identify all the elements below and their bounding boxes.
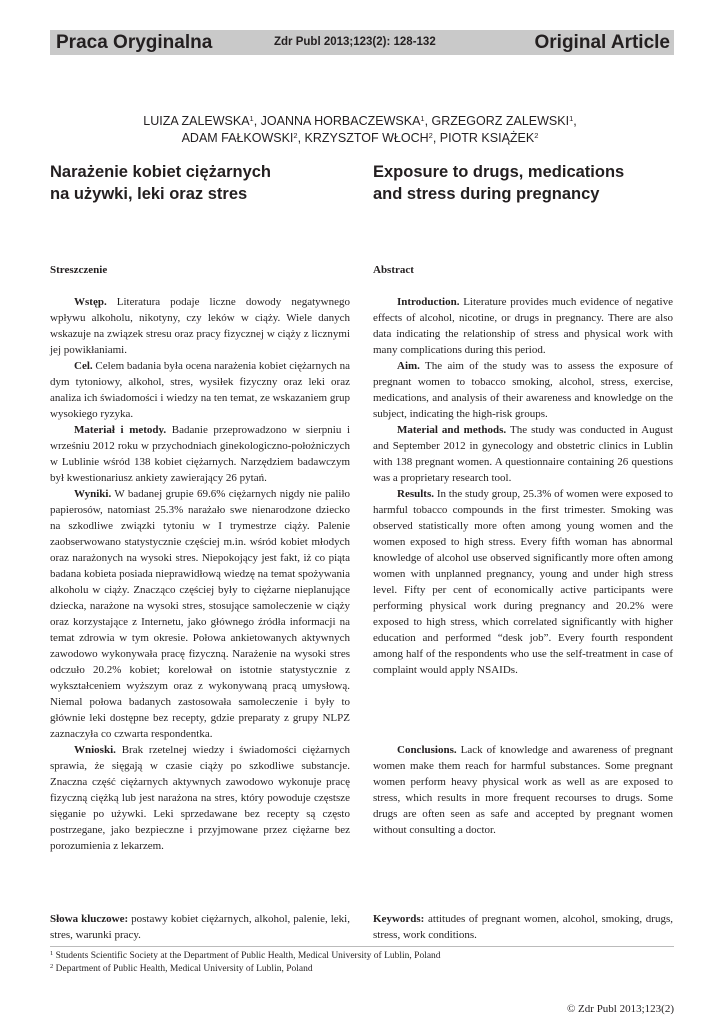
label-introduction: Introduction. bbox=[397, 296, 460, 308]
text-aim: The aim of the study was to assess the exposure of pregnant women to tobacco smoking, alcohol, stress, exercise, medications, and analysis of their awareness and knowledge on the subject, indicating the high-risk groups. bbox=[373, 360, 673, 420]
footnote-text: Students Scientific Society at the Department of Public Health, Medical University of Lublin, Poland bbox=[55, 951, 441, 961]
author-name: ADAM FAŁKOWSKI bbox=[181, 131, 294, 145]
abstract-heading: Abstract bbox=[373, 264, 414, 276]
author-name: KRZYSZTOF WŁOCH bbox=[304, 131, 429, 145]
paragraph-conclusions bbox=[373, 742, 673, 838]
title-english bbox=[373, 161, 673, 205]
streszczenie-conclusions bbox=[50, 742, 350, 854]
paragraph-introduction bbox=[373, 294, 673, 358]
label-aim: Aim. bbox=[397, 360, 420, 372]
paragraph-cel bbox=[50, 358, 350, 422]
paragraph-results bbox=[373, 486, 673, 678]
streszczenie-heading-block bbox=[50, 262, 350, 278]
author-name: JOANNA HORBACZEWSKA bbox=[260, 114, 421, 128]
journal-header-bar bbox=[50, 30, 674, 55]
paragraph-wstep bbox=[50, 294, 350, 358]
footnote-mark: 2 bbox=[50, 963, 54, 970]
author-line-2 bbox=[60, 129, 660, 147]
text-introduction: Literature provides much evidence of negative effects of alcohol, nicotine, or drugs in pregnancy. There are also data indicating the relationship of stress and physical work with many complications during this period. bbox=[373, 296, 673, 356]
title-polish-line: na używki, leki oraz stres bbox=[50, 185, 248, 203]
footnote-1 bbox=[50, 950, 674, 963]
author-affiliation-mark: 2 bbox=[534, 131, 539, 140]
footnote-2 bbox=[50, 963, 674, 976]
title-polish-line: Narażenie kobiet ciężarnych bbox=[50, 163, 272, 181]
keywords-polish-label: Słowa kluczowe: bbox=[50, 913, 129, 925]
keywords-english-label: Keywords: bbox=[373, 913, 425, 925]
author-name: GRZEGORZ ZALEWSKI bbox=[431, 114, 570, 128]
author-separator: , bbox=[432, 131, 440, 145]
paragraph-wyniki bbox=[50, 486, 350, 742]
author-affiliation-mark: 2 bbox=[293, 131, 298, 140]
keywords-english-text: attitudes of pregnant women, alcohol, smoking, drugs, stress, work conditions. bbox=[373, 913, 674, 941]
title-english-line: Exposure to drugs, medications bbox=[373, 163, 625, 181]
text-wyniki: W badanej grupie 69.6% ciężarnych nigdy nie paliło papierosów, natomiast 25.3% narażało swe nienarodzone dziecko na szkodliwe związki tytoniu w I trymestrze ciąży. Palenie zaobserwowano statystycznie częściej m.in. wśród kobiet młodych oraz narażonych na wysoki stres. Niepokojący jest fakt, iż co piąta badana kobieta posiada nieprawidłową wiedzę na temat spożywania alkoholu w ciąży. Znacząco częściej były to ciężarne nieplanujące dziecka, narażone na wysoki stres, stosujące samoleczenie w ciąży oraz korzystające z Internetu, jako głównego źródła informacji na temat zdrowia w tym okresie. Połowa ankietowanych aktywnych zawodowo wykonywała pracę fizyczną. Narażenie na wysoki stres odczuło 20.2% kobiet; korelował on istotnie statystycznie z wykształceniem wyższym oraz z wykonywaną pracą umysłową. Niemal połowa badanych zastosowała samoleczenie i były to głównie leki dostępne bez recepty, gdzie preparaty z grupy NLPZ zaznaczyła co czwarta respondentka. bbox=[50, 488, 350, 740]
label-conclusions: Conclusions. bbox=[397, 744, 457, 756]
paragraph-wnioski bbox=[50, 742, 350, 854]
label-cel: Cel. bbox=[74, 360, 93, 372]
paragraph-aim bbox=[373, 358, 673, 422]
paragraph-metody bbox=[50, 422, 350, 486]
author-name: PIOTR KSIĄŻEK bbox=[439, 131, 535, 145]
author-name: LUIZA ZALEWSKA bbox=[143, 114, 250, 128]
journal-citation bbox=[274, 35, 436, 50]
author-separator: , bbox=[253, 114, 261, 128]
footnote-text: Department of Public Health, Medical University of Lublin, Poland bbox=[55, 964, 313, 974]
label-wyniki: Wyniki. bbox=[74, 488, 112, 500]
abstract-heading-block bbox=[373, 262, 673, 278]
author-separator: , bbox=[297, 131, 305, 145]
text-methods: The study was conducted in August and September 2012 in gynecology and obstetric clinics in Lublin with 138 pregnant women. A questionnaire containing 26 questions was a proprietary research tool. bbox=[373, 424, 673, 484]
copyright-notice: © Zdr Publ 2013;123(2) bbox=[566, 1003, 674, 1015]
author-affiliation-mark: 2 bbox=[428, 131, 433, 140]
author-affiliation-mark: 1 bbox=[420, 114, 425, 123]
text-conclusions: Lack of knowledge and awareness of pregnant women make them reach for harmful substances. Some pregnant women perform heavy physical work as well as are exposed to stress, which results in more frequent recourses to drugs. Some drugs are often seen as safe and accepted by pregnant women without consulting a doctor. bbox=[373, 744, 674, 836]
label-wnioski: Wnioski. bbox=[74, 744, 116, 756]
author-affiliation-mark: 1 bbox=[569, 114, 574, 123]
citation-text: Zdr Publ 2013;123(2): bbox=[274, 36, 394, 48]
label-methods: Material and methods. bbox=[397, 424, 507, 436]
paragraph-methods bbox=[373, 422, 673, 486]
label-metody: Materiał i metody. bbox=[74, 424, 167, 436]
text-wnioski: Brak rzetelnej wiedzy i świadomości ciężarnych sprawia, że sięgają w czasie ciąży po szkodliwe substancje. Znaczna część ciężarnych aktywnych zawodowo wykonuje pracę fizyczną ciężką lub jest narażona na stres, który powoduje częstsze sięganie po używki. Leki sprzedawane bez recepty są często postrzegane, jako bezpieczne i przyjmowane przez ciężarne bez porozumienia z lekarzem. bbox=[50, 744, 350, 852]
abstract-body bbox=[373, 294, 673, 678]
section-label-english: Original Article bbox=[534, 32, 670, 53]
text-metody: Badanie przeprowadzono w sierpniu i wrześniu 2012 roku w przychodniach ginekologiczno-położniczych w Lublinie wśród 138 kobiet ciężarnych. Narzędziem badawczym był kwestionariusz ankiety zawierający 26 pytań. bbox=[50, 424, 350, 484]
streszczenie-body bbox=[50, 294, 350, 742]
author-affiliation-mark: 1 bbox=[249, 114, 254, 123]
abstract-conclusions bbox=[373, 742, 673, 838]
text-wstep: Literatura podaje liczne dowody negatywnego wpływu alkoholu, nikotyny, czy leków w ciąży. Wiele danych wskazuje na związek stresu oraz pracy fizycznej w ciąży z licznymi jej powikłaniami. bbox=[50, 296, 350, 356]
author-separator: , bbox=[573, 114, 577, 128]
keywords-english bbox=[373, 911, 673, 943]
citation-pages: 128-132 bbox=[393, 36, 436, 48]
section-label-polish: Praca Oryginalna bbox=[56, 32, 213, 53]
author-separator: , bbox=[424, 114, 432, 128]
title-english-line: and stress during pregnancy bbox=[373, 185, 600, 203]
streszczenie-heading: Streszczenie bbox=[50, 264, 108, 276]
title-polish bbox=[50, 161, 350, 205]
keywords-polish bbox=[50, 911, 350, 943]
label-results: Results. bbox=[397, 488, 434, 500]
footnote-mark: 1 bbox=[50, 950, 54, 957]
label-wstep: Wstęp. bbox=[74, 296, 107, 308]
keywords-polish-text: postawy kobiet ciężarnych, alkohol, palenie, leki, stres, warunki pracy. bbox=[50, 913, 350, 941]
text-cel: Celem badania była ocena narażenia kobiet ciężarnych na dym tytoniowy, alkohol, stres, wysiłek fizyczny oraz leki oraz analiza ich świadomości i wiedzy na ten temat, ze wskazaniem grup wysokiego ryzyka. bbox=[50, 360, 350, 420]
author-line-1 bbox=[60, 112, 660, 130]
text-results: In the study group, 25.3% of women were exposed to harmful tobacco compounds in the first trimester. Smoking was observed statistically more often among young women and the women exposed to high stress. Every fifth woman has abnormal knowledge of alcohol use observed significantly more often among women with unplanned pregnancy, young and under high stress level. Fifty per cent of economically active participants were performing physical work during pregnancy and 20.2% were exposed to high stress, which correlated significantly with higher education and performed “desk job”. Every fourth respondent among half of the respondents who use the self-treatment in case of complaint would apply NSAIDs. bbox=[373, 488, 673, 676]
footnote-divider bbox=[50, 946, 674, 947]
